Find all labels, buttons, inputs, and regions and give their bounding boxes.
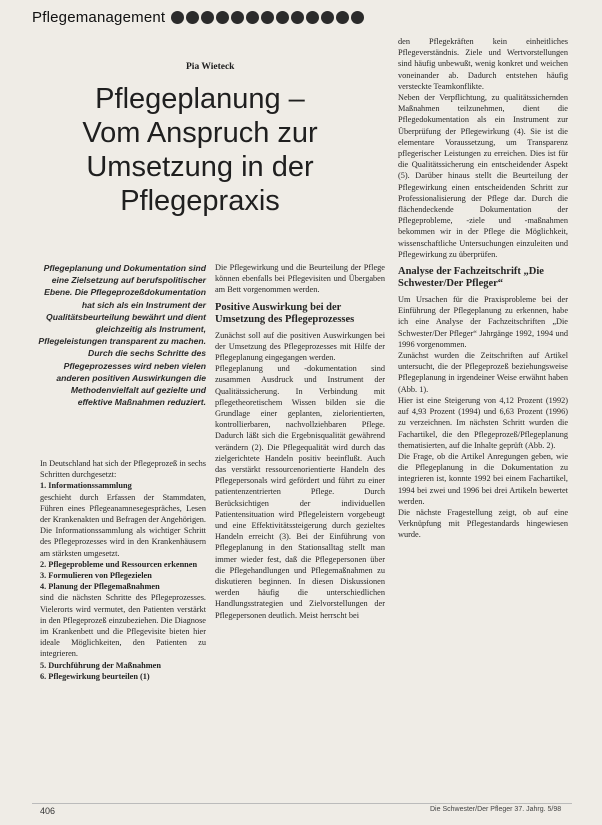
list-item-heading: 5. Durchführung der Maßnahmen <box>40 660 161 670</box>
section-label: Pflegemanagement <box>32 9 166 26</box>
list-item-heading: 3. Formulieren von Pflegezielen <box>40 571 152 581</box>
list-item-heading: 6. Pflegewirkung beurteilen (1) <box>40 671 150 681</box>
paragraph: Zunächst wurden die Zeitschriften auf Artikel untersucht, die der Pflegeprozeß beziehungsweise Pflegeplanung in irgendeiner Weise erwähnt haben (Abb. 1). <box>398 351 568 394</box>
subheading: Positive Auswirkung bei der Umsetzung des Pflegeprozesses <box>215 301 355 325</box>
paragraph: Um Ursachen für die Praxisprobleme bei der Einführung der Pflegeplanung zu erkennen, habe ich eine Analyse der Fachzeitschriften „Die Schwester/Der Pfleger“ Jahrgänge 1992, 1994 und 1996 vorgenommen. <box>398 295 568 349</box>
page-number: 406 <box>40 806 56 816</box>
paragraph: Hier ist eine Steigerung von 4,12 Prozent (1992) auf 4,93 Prozent (1994) und 6,63 Prozent (1996) zu verzeichnen. Im nächsten Schritt wurden die Fachartikel, die den Pflegeprozeß/Pflegeplanung thematisierten, auf die Inhalte geprüft (Abb. 2). <box>398 395 568 450</box>
paragraph: Die Pflegewirkung und die Beurteilung der Pflege können ebenfalls bei Pflegevisiten und Übergaben am Bett vorgenommen werden. <box>215 263 385 295</box>
column-middle <box>215 262 385 621</box>
footer-divider <box>32 803 572 804</box>
list-item-heading: 1. Informationssammlung <box>40 481 132 491</box>
list-item-heading: 2. Pflegeprobleme und Ressourcen erkennen <box>40 559 198 569</box>
paragraph: Pflegeplanung und -dokumentation sind zusammen Ausdruck und Instrument der Qualitätssicherung. In Verbindung mit pflegetheoretischem Wissen bilden sie die Grundlage einer geplanten, zielorientierten, kontrollierbaren, nachvollziehbaren Pflege. Dadurch läßt sich die Ergebnisqualität gewährend verändern (2). Die Pflegequalität wird durch das zielgerichtete Handeln positiv beeinflußt. Auch das verstärkt ressourcenorientierte Handeln des Pflegepersonals wird gefördert und führt zu einer patientenzentrierten Pflege. Durch Berücksichtigen der individuellen Patientensituation wird Pflegeleistern vorgebeugt und eine Effektivitätssteigerung durch gezieltes Handeln erreicht (3). Bei der Einführung von Pflegeplanung in den Stationsalltag stellt man immer wieder fest, daß die Pflegepersonen über die Pflegehandlungen und Pflegemaßnahmen zu diskutieren beginnen. In diesen Diskussionen werden häufig die unterschiedlichen Handlungsstrategien und Zielvorstellungen der Pflegepersonen deutlich. Meist herrscht bei <box>215 364 385 620</box>
column-right <box>398 36 568 541</box>
list-item-text: sind die nächsten Schritte des Pflegeprozesses. Vielerorts wird vermutet, den Patienten verstärkt in den Pflegeprozeß einzubeziehen. Die Diagnose im Krankenbett und die Pflegevisite bieten hier ideale Möglichkeiten, den Patienten zu integrieren. <box>40 593 206 659</box>
decorative-dot-row <box>171 11 366 24</box>
title-line: Vom Anspruch zur <box>82 117 318 149</box>
author-name: Pia Wieteck <box>186 62 235 72</box>
paragraph: den Pflegekräften kein einheitliches Pflegeverständnis. Ziele und Wertvorstellungen sind häufig unbewußt, wenig konkret und weichen voneinander ab. Dadurch entstehen häufig versteckte Teamkonflikte. <box>398 37 568 91</box>
list-item-text: geschieht durch Erfassen der Stammdaten, Führen eines Pflegeanamnesegespräches, Lesen der Krankenakten und Befragen der Angehörigen. Die Informationssammlung als wichtiger Schritt des Pflegeprozesses wird in den Krankenhäusern am stärksten umgesetzt. <box>40 492 206 558</box>
title-line: Pflegeplanung – <box>95 83 305 115</box>
paragraph: Die Frage, ob die Artikel Anregungen geben, wie die Pflegeplanung in die Dokumentation zu integrieren ist, konnte 1992 bei einem Fachartikel, 1994 bei zwei und 1996 bei drei Artikeln bewertet werden. <box>398 451 568 506</box>
lead-paragraph: Pflegeplanung und Dokumentation sind eine Zielsetzung auf berufspolitischer Ebene. Die Pflegeprozeßdokumentation hat sich als ein Instrument der Qualitätsbeurteilung bewährt und dient gleichzeitig als Instrument, Pflegeleistungen transparent zu machen. Durch die sechs Schritte des Pflegeprozesses wird neben vielen anderen positiven Auswirkungen die Methodenvielfalt auf gezielte und effektive Maßnahmen reduziert. <box>38 263 206 408</box>
intro-text: In Deutschland hat sich der Pflegeprozeß in sechs Schritten durchgesetzt: <box>40 459 206 480</box>
subheading: Analyse der Fachzeitschrift „Die Schwester/Der Pfleger“ <box>398 266 544 290</box>
paragraph: Die nächste Fragestellung zeigt, ob auf eine Verknüpfung mit Pflegestandards hingewiesen wurde. <box>398 507 568 540</box>
article-title <box>55 82 345 218</box>
paragraph: Zunächst soll auf die positiven Auswirkungen bei der Umsetzung des Pflegeprozesses mit Hilfe der Pflegeplanung eingegangen werden. <box>215 330 385 363</box>
title-line: Umsetzung in der <box>86 151 314 183</box>
section-header <box>32 9 366 26</box>
column-left <box>40 458 206 682</box>
title-line: Pflegepraxis <box>120 185 280 217</box>
paragraph: Neben der Verpflichtung, zu qualitätssichernden Maßnahmen teilzunehmen, dient die Pflegedokumentation als ein Instrument zur Überprüfung der Pflegewirkung (4). Sie ist die elementare Voraussetzung, um Transparenz pflegerischer Leistungen zu erreichen. Dies ist für die Qualitätssicherung ein entscheidender Aspekt (5). Darüber hinaus stellt die Beurteilung der Pflegewirkung einen entscheidenden Schritt zur Professionalisierung der Pflege dar. Durch die flächendeckende Dokumentation der Pflegeprobleme, -ziele und -maßnahmen bekommen wir in der Pflege die Möglichkeit, wissenschaftliche Untersuchungen einzuleiten und Pflegewirkung zu überprüfen. <box>398 93 568 259</box>
journal-reference: Die Schwester/Der Pfleger 37. Jahrg. 5/98 <box>430 806 562 813</box>
list-item-heading: 4. Planung der Pflegemaßnahmen <box>40 582 160 592</box>
